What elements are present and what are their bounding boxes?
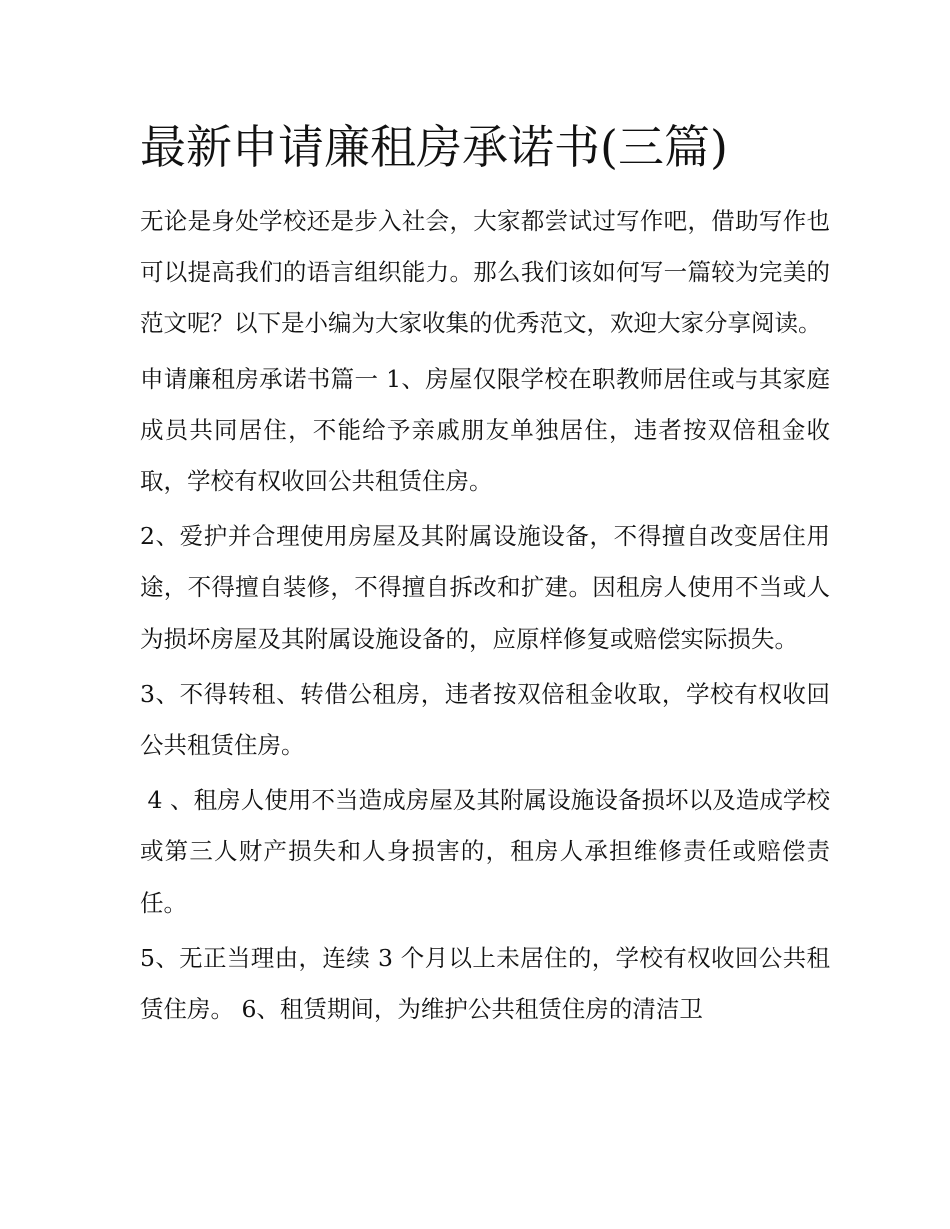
document-title: 最新申请廉租房承诺书(三篇) [140,120,728,174]
paragraph-item-1: 申请廉租房承诺书篇一 1、房屋仅限学校在职教师居住或与其家庭成员共同居住，不能给予亲戚朋友单独居住，违者按双倍租金收取，学校有权收回公共租赁住房。 [140,364,830,496]
paragraph-item-4: 4 、租房人使用不当造成房屋及其附属设施设备损坏以及造成学校或第三人财产损失和人身损害的，租房人承担维修责任或赔偿责任。 [140,786,830,917]
paragraph-item-2: 2、爱护并合理使用房屋及其附属设施设备，不得擅自改变居住用途，不得擅自装修，不得擅自拆改和扩建。因租房人使用不当或人为损坏房屋及其附属设施设备的，应原样修复或赔偿实际损失。 [140,522,830,653]
paragraph-intro: 无论是身处学校还是步入社会，大家都尝试过写作吧，借助写作也可以提高我们的语言组织能力。那么我们该如何写一篇较为完美的范文呢？以下是小编为大家收集的优秀范文，欢迎大家分享阅读。 [140,207,830,338]
document-body [140,196,830,1039]
paragraph-item-5-6: 5、无正当理由，连续 3 个月以上未居住的，学校有权收回公共租赁住房。 6、租赁期间，为维护公共租赁住房的清洁卫 [140,943,830,1024]
paragraph-item-3: 3、不得转租、转借公租房，违者按双倍租金收取，学校有权收回公共租赁住房。 [140,679,830,760]
